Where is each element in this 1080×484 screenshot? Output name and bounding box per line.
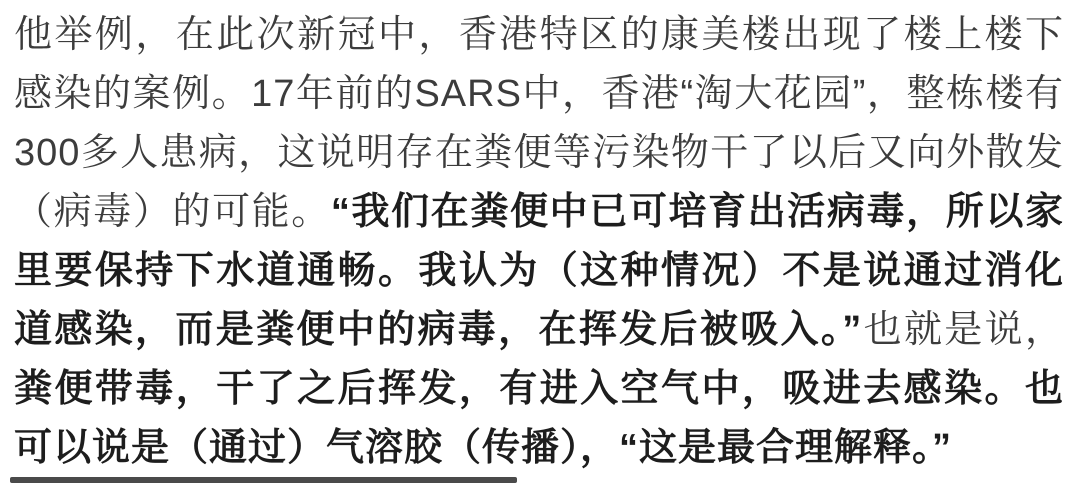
next-content-top-edge bbox=[10, 477, 517, 483]
paragraph-segment-regular: 也就是说， bbox=[862, 309, 1064, 351]
paragraph-segment-bold: 粪便带毒，干了之后挥发，有进入空气中，吸进去感染。也可以说是（通过）气溶胶（传播），“这是最合理解释。” bbox=[14, 368, 1064, 469]
paragraph-segment-bold-quote: “我们在粪便中已可培育出活病毒，所以家里要保持下水道通畅。我认为（这种情况）不是说通过消化道感染，而是粪便中的病毒，在挥发后被吸入。” bbox=[14, 191, 1064, 351]
paragraph-segment-regular: 他举例，在此次新冠中，香港特区的康美楼出现了楼上楼下感染的案例。17年前的SARS中，香港“淘大花园”，整栋楼有300多人患病，这说明存在粪便等污染物干了以后又向外散发（病毒）的可能。 bbox=[14, 14, 1064, 233]
